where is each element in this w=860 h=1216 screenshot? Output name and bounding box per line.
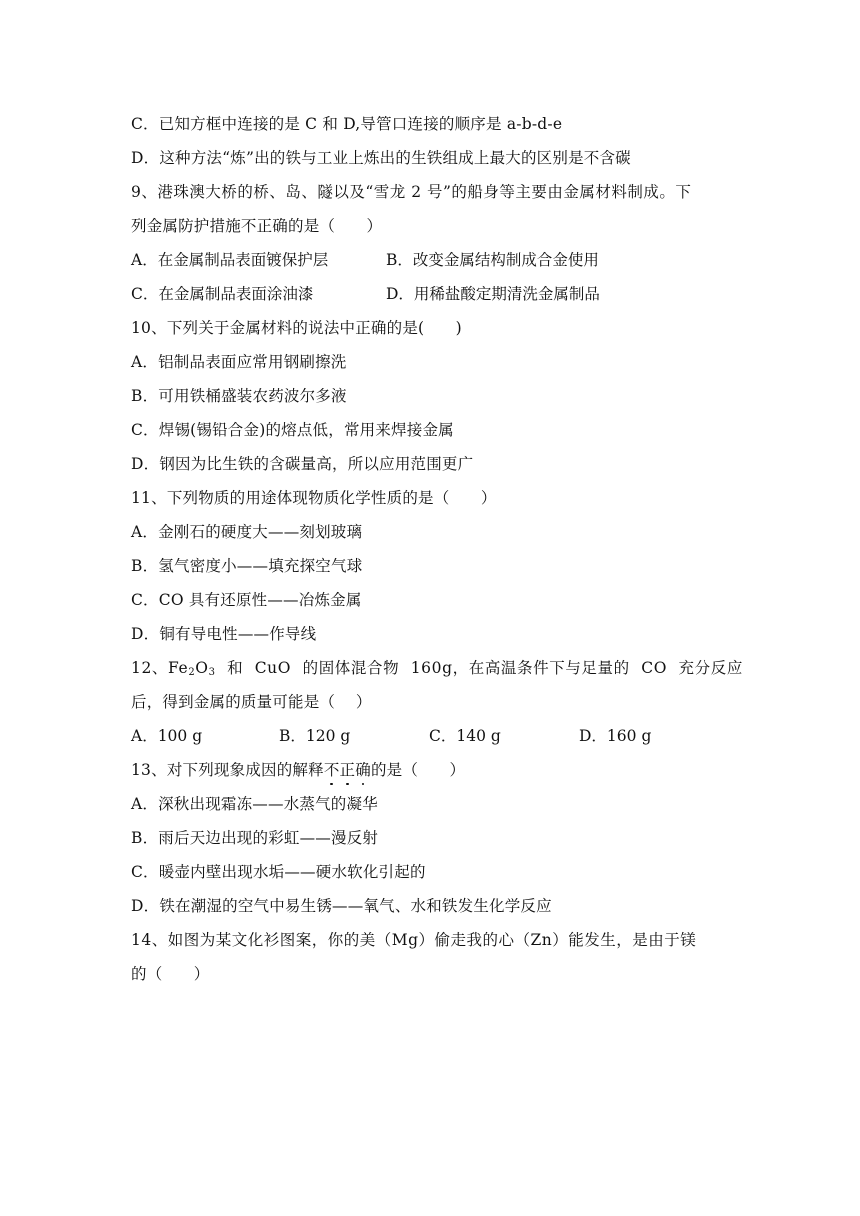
q9-options-row2 <box>131 277 731 311</box>
q11-option-b: B．氢气密度小——填充探空气球 <box>131 557 363 575</box>
q11-option-d: D．铜有导电性——作导线 <box>131 625 317 643</box>
q13-emphasis-char-1: 不 <box>324 753 340 787</box>
q12-option-c: C．140 g <box>429 727 501 745</box>
q14-stem-line1: 14、如图为某文化衫图案，你的美（Mg）偷走我的心（Zn）能发生，是由于镁 <box>131 931 697 949</box>
q10-option-b: B．可用铁桶盛装农药波尔多液 <box>131 387 347 405</box>
q13-emphasis-char-2: 正 <box>340 753 356 787</box>
q12-oxygen: O <box>195 659 209 677</box>
q13-option-c: C．暖壶内壁出现水垢——硬水软化引起的 <box>131 863 426 881</box>
q11-option-a: A．金刚石的硬度大——刻划玻璃 <box>131 523 363 541</box>
q11-stem: 11、下列物质的用途体现物质化学性质的是（ ） <box>131 489 497 507</box>
q9-option-d: D．用稀盐酸定期清洗金属制品 <box>386 285 600 303</box>
q9-stem-line1: 9、港珠澳大桥的桥、岛、隧以及“雪龙 2 号”的船身等主要由金属材料制成。下 <box>131 183 692 201</box>
q13-option-d: D．铁在潮湿的空气中易生锈——氧气、水和铁发生化学反应 <box>131 897 552 915</box>
q12-options-row <box>131 719 731 753</box>
q9-stem-line2: 列金属防护措施不正确的是（ ） <box>131 217 383 235</box>
q10-option-a: A．铝制品表面应常用钢刷擦洗 <box>131 353 347 371</box>
q13-option-b: B．雨后天边出现的彩虹——漫反射 <box>131 829 379 847</box>
q13-stem-post: 的是（ ） <box>370 761 466 779</box>
q12-stem-line1 <box>131 651 743 685</box>
q9-option-c: C．在金属制品表面涂油漆 <box>131 285 314 303</box>
q13-option-a: A．深秋出现霜冻——水蒸气的凝华 <box>131 795 378 813</box>
q13-emphasis-char-3: 确 <box>355 753 371 787</box>
q12-stem-prefix: 12、Fe <box>131 659 189 677</box>
q9-options-row1 <box>131 243 731 277</box>
q13-stem-pre: 13、对下列现象成因的解释 <box>131 761 324 779</box>
q9-option-a: A．在金属制品表面镀保护层 <box>131 251 329 269</box>
q10-stem: 10、下列关于金属材料的说法中正确的是( ) <box>131 319 462 337</box>
q12-option-b: B．120 g <box>279 727 351 745</box>
q12-stem-line2: 后，得到金属的质量可能是（ ） <box>131 693 372 711</box>
q13-stem <box>131 753 731 787</box>
q12-subscript-3: 3 <box>208 667 216 678</box>
q12-stem-rest: 和 CuO 的固体混合物 160g，在高温条件下与足量的 CO 充分反应 <box>215 659 743 677</box>
q10-option-c: C．焊锡(锡铅合金)的熔点低，常用来焊接金属 <box>131 421 454 439</box>
q9-option-b: B．改变金属结构制成合金使用 <box>386 251 599 269</box>
question-content <box>131 107 743 991</box>
q12-option-a: A．100 g <box>131 727 203 745</box>
q12-subscript-2: 2 <box>188 667 196 678</box>
q8-option-d: D．这种方法“炼”出的铁与工业上炼出的生铁组成上最大的区别是不含碳 <box>131 149 631 167</box>
q12-option-d: D．160 g <box>579 727 652 745</box>
q11-option-c: C．CO 具有还原性——冶炼金属 <box>131 591 362 609</box>
q8-option-c: C．已知方框中连接的是 C 和 D,导管口连接的顺序是 a-b-d-e <box>131 115 563 133</box>
q10-option-d: D．钢因为比生铁的含碳量高，所以应用范围更广 <box>131 455 474 473</box>
q14-stem-line2: 的（ ） <box>131 965 210 983</box>
